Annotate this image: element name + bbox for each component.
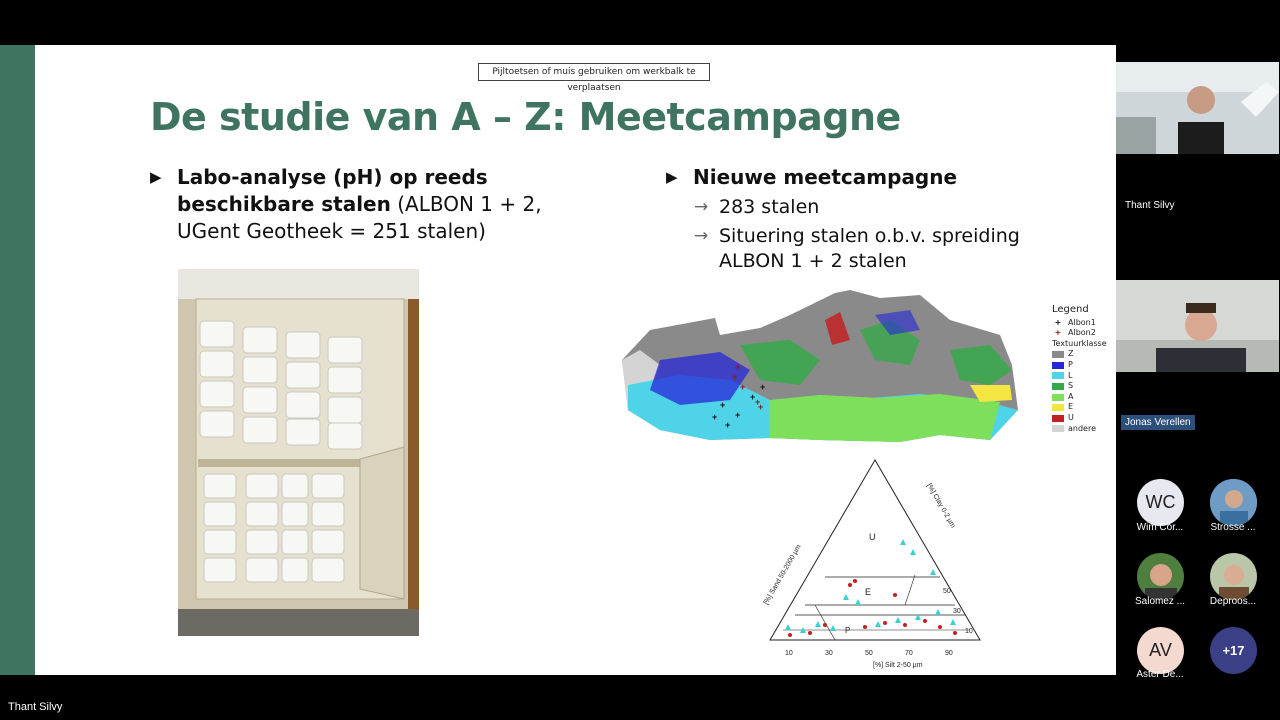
svg-text:30: 30 bbox=[825, 650, 833, 657]
slide-side-bar bbox=[0, 45, 35, 675]
avatar-label: Deproos... bbox=[1209, 596, 1257, 607]
avatar-label: Wim Cor... bbox=[1136, 522, 1184, 533]
class-p-label: P bbox=[845, 626, 851, 635]
svg-text:+: + bbox=[712, 412, 718, 422]
svg-text:10: 10 bbox=[965, 628, 973, 635]
legend-item-albon2: + Albon2 bbox=[1054, 328, 1096, 338]
participant-video-2[interactable] bbox=[1116, 280, 1279, 372]
svg-text:+: + bbox=[740, 382, 746, 392]
svg-text:+: + bbox=[755, 397, 761, 407]
svg-text:+: + bbox=[760, 382, 766, 392]
legend-item-andere: andere bbox=[1052, 424, 1107, 435]
svg-text:30: 30 bbox=[953, 608, 961, 615]
legend-item-p: P bbox=[1052, 360, 1107, 371]
arrow-icon: → bbox=[694, 226, 709, 246]
svg-text:+: + bbox=[735, 362, 741, 372]
soil-texture-map bbox=[620, 290, 1020, 445]
svg-text:+: + bbox=[758, 402, 764, 412]
participant-video-1[interactable] bbox=[1116, 62, 1279, 154]
legend-item-u: U bbox=[1052, 413, 1107, 424]
avatar-wc[interactable]: WC bbox=[1137, 479, 1184, 526]
svg-text:+: + bbox=[735, 410, 741, 420]
bullet-rest-text: (ALBON 1 + 2, UGent Geotheek = 251 stalen) bbox=[177, 192, 542, 243]
bullet-new-campaign bbox=[666, 164, 1023, 191]
sub-bullet-samples: → 283 stalen bbox=[694, 196, 820, 218]
sand-axis-label: [%] Sand 50-2000 µm bbox=[762, 543, 803, 606]
sample-cabinet-photo bbox=[178, 269, 419, 636]
clay-axis-label: [%] Clay 0-2 µm bbox=[925, 482, 957, 530]
class-u-label: U bbox=[869, 532, 876, 542]
presenter-name: Thant Silvy bbox=[8, 701, 63, 713]
legend-item-a: A bbox=[1052, 392, 1107, 403]
sub-bullet-situering: → Situering stalen o.b.v. spreiding ALBON 1 + 2 stalen bbox=[694, 225, 1020, 272]
avatar-photo-deproost[interactable] bbox=[1210, 553, 1257, 600]
map-legend: Legend + Albon1 + Albon2 Textuurklasse Z P L S A E U andere bbox=[1052, 304, 1107, 433]
avatar-label: Strosse ... bbox=[1210, 522, 1256, 533]
silt-axis-label: [%] Silt 2-50 µm bbox=[873, 662, 923, 669]
avatar-photo-strosse[interactable] bbox=[1210, 479, 1257, 526]
bullet-lab-analysis bbox=[150, 164, 557, 245]
toolbar-hint: Pijltoetsen of muis gebruiken om werkbalk te verplaatsen bbox=[478, 63, 710, 81]
slide-title: De studie van A – Z: Meetcampagne bbox=[150, 95, 901, 139]
svg-text:50: 50 bbox=[943, 588, 951, 595]
arrow-icon: → bbox=[694, 197, 709, 217]
svg-text:+: + bbox=[725, 420, 731, 430]
participant-name-2: Jonas Verellen bbox=[1121, 415, 1195, 430]
bullet-bold-text: Labo-analyse (pH) op reeds beschikbare stalen bbox=[177, 165, 488, 216]
class-e-label: E bbox=[865, 587, 872, 597]
bullet-triangle-icon: ▶ bbox=[150, 168, 162, 186]
avatar-av[interactable]: AV bbox=[1137, 627, 1184, 674]
avatar-label: Aster De... bbox=[1136, 669, 1184, 680]
bullet-triangle-icon: ▶ bbox=[666, 168, 678, 186]
legend-item-albon1: + Albon1 bbox=[1054, 317, 1096, 327]
legend-item-l: L bbox=[1052, 371, 1107, 382]
legend-item-z: Z bbox=[1052, 349, 1107, 360]
avatar-photo-salomez[interactable] bbox=[1137, 553, 1184, 600]
texture-triangle-diagram bbox=[755, 455, 995, 675]
svg-text:+: + bbox=[732, 372, 738, 382]
svg-text:70: 70 bbox=[905, 650, 913, 657]
svg-text:50: 50 bbox=[865, 650, 873, 657]
participant-name-1: Thant Silvy bbox=[1125, 200, 1175, 211]
more-participants-button[interactable]: +17 bbox=[1210, 627, 1257, 674]
legend-class-title: Textuurklasse bbox=[1052, 338, 1107, 348]
svg-text:90: 90 bbox=[945, 650, 953, 657]
legend-item-s: S bbox=[1052, 381, 1107, 392]
avatar-label: Salomez ... bbox=[1134, 596, 1186, 607]
presentation-slide bbox=[0, 45, 1116, 675]
legend-item-e: E bbox=[1052, 402, 1107, 413]
svg-text:+: + bbox=[750, 392, 756, 402]
bullet-bold-text: Nieuwe meetcampagne bbox=[693, 165, 958, 189]
svg-text:+: + bbox=[720, 400, 726, 410]
svg-text:10: 10 bbox=[785, 650, 793, 657]
